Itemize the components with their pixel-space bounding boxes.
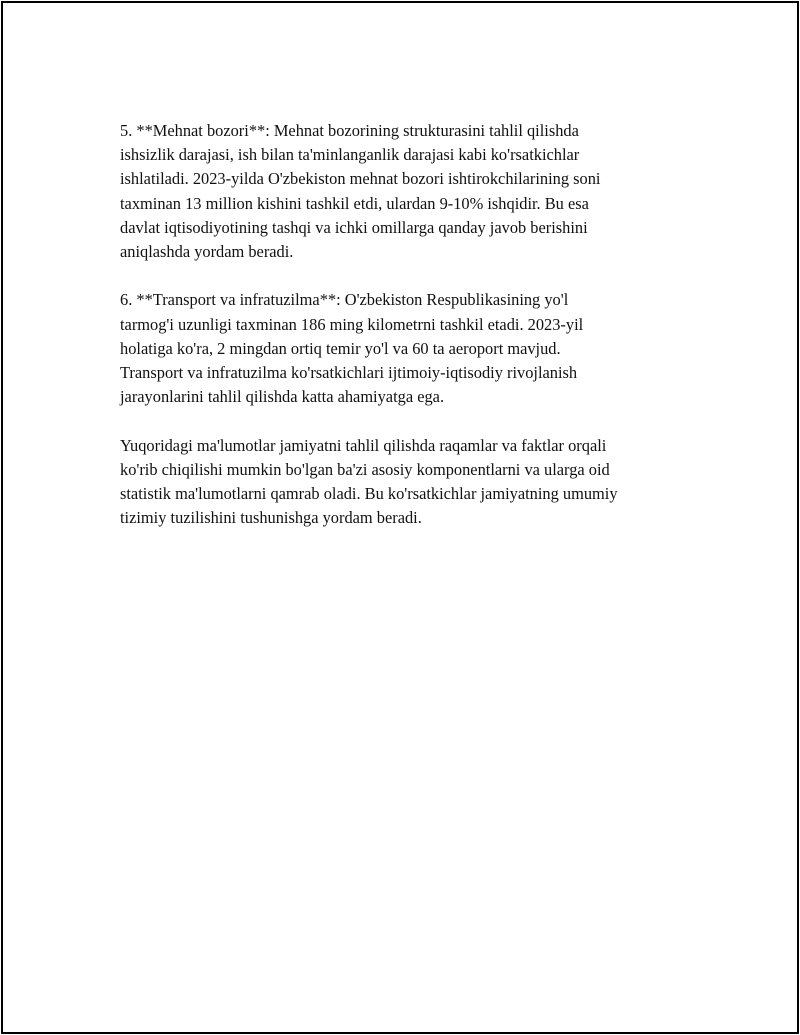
text-line: Transport va infratuzilma ko'rsatkichlari ijtimoiy-iqtisodiy rivojlanish xyxy=(120,363,578,383)
paragraph-summary xyxy=(120,434,690,531)
text-line: davlat iqtisodiyotining tashqi va ichki omillarga qanday javob berishini xyxy=(120,217,588,237)
text-line: ishsizlik darajasi, ish bilan ta'minlanganlik darajasi kabi ko'rsatkichlar xyxy=(120,145,580,165)
paragraph-transport xyxy=(120,288,690,409)
paragraph-labor-market xyxy=(120,119,690,264)
text-line: taxminan 13 million kishini tashkil etdi, ulardan 9-10% ishqidir. Bu esa xyxy=(120,193,589,213)
text-line: 5. **Mehnat bozori**: Mehnat bozorining strukturasini tahlil qilishda xyxy=(120,121,579,140)
text-line: Yuqoridagi ma'lumotlar jamiyatni tahlil qilishda raqamlar va faktlar orqali xyxy=(120,435,607,455)
text-line: aniqlashda yordam beradi. xyxy=(120,242,294,262)
text-line: tizimiy tuzilishini tushunishga yordam beradi. xyxy=(120,508,422,528)
text-line: 6. **Transport va infratuzilma**: O'zbekiston Respublikasining yo'l xyxy=(120,290,569,310)
text-line: tarmog'i uzunligi taxminan 186 ming kilometrni tashkil etadi. 2023-yil xyxy=(120,314,584,334)
text-line: jarayonlarini tahlil qilishda katta ahamiyatga ega. xyxy=(120,387,445,407)
text-line: ko'rib chiqilishi mumkin bo'lgan ba'zi asosiy komponentlarni va ularga oid xyxy=(120,459,610,479)
document-body xyxy=(120,119,690,555)
text-line: holatiga ko'ra, 2 mingdan ortiq temir yo'l va 60 ta aeroport mavjud. xyxy=(120,338,561,358)
page-frame xyxy=(1,1,799,1034)
text-line: ishlatiladi. 2023-yilda O'zbekiston mehnat bozori ishtirokchilarining soni xyxy=(120,169,601,189)
text-line: statistik ma'lumotlarni qamrab oladi. Bu ko'rsatkichlar jamiyatning umumiy xyxy=(120,484,618,504)
